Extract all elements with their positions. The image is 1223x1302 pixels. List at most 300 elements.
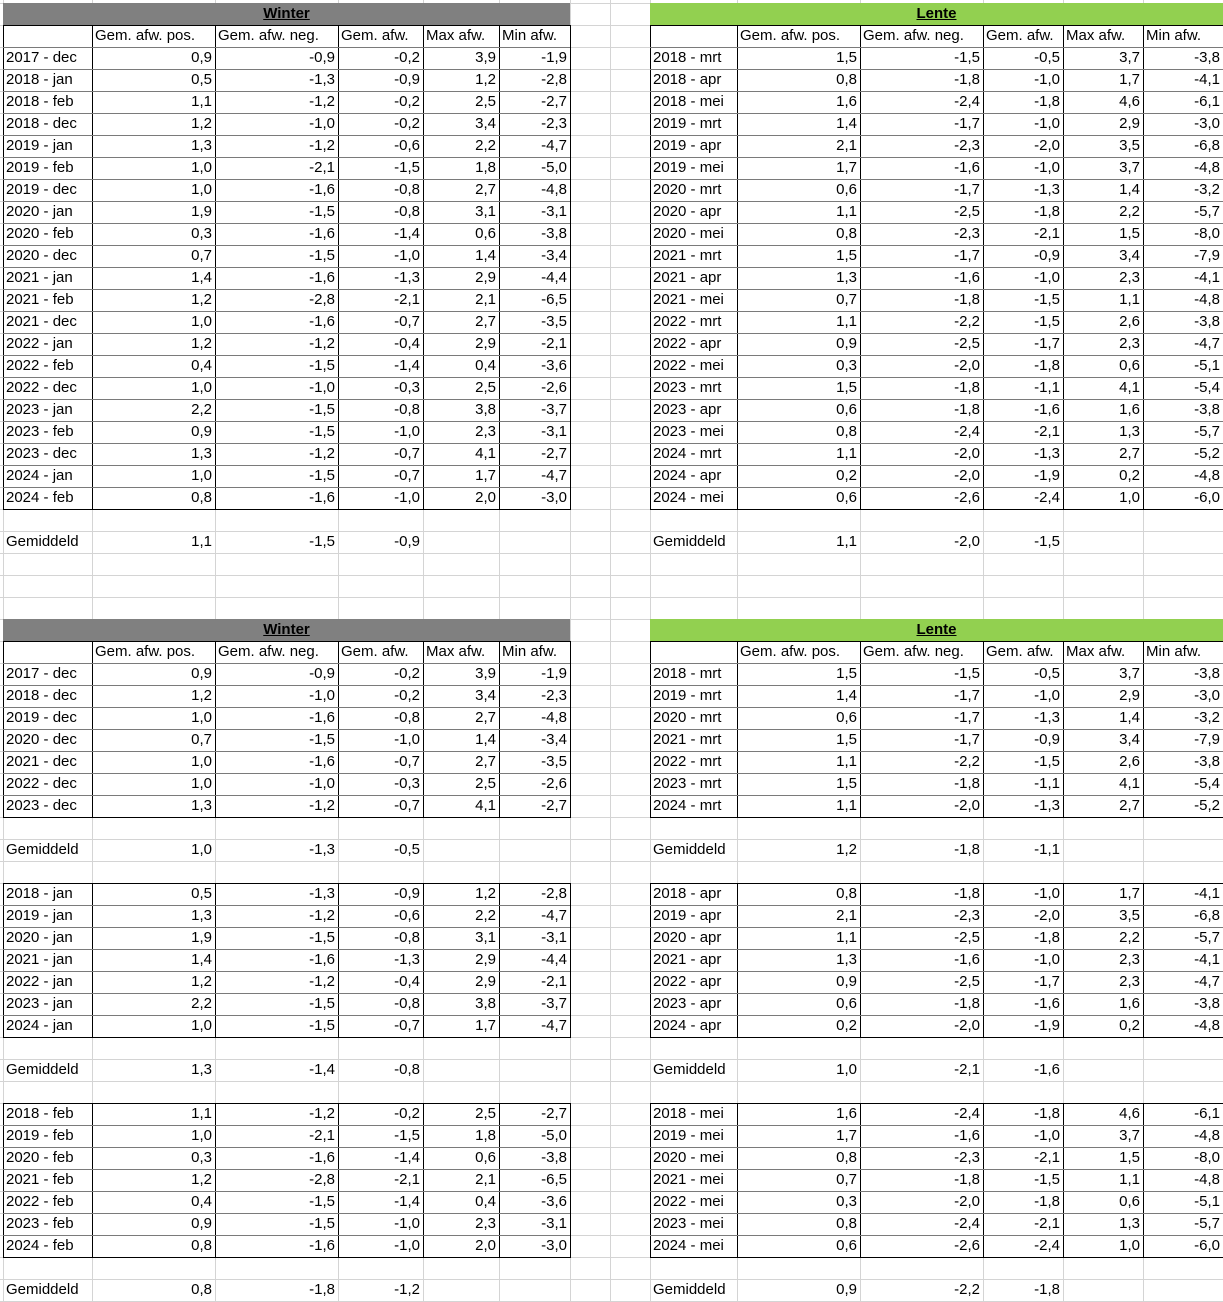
- value-cell[interactable]: -1,0: [1034, 687, 1060, 704]
- value-cell[interactable]: -3,8: [1194, 313, 1220, 330]
- row-label-cell[interactable]: 2022 - feb: [6, 357, 74, 374]
- value-cell[interactable]: 2,2: [475, 137, 496, 154]
- value-cell[interactable]: -1,2: [309, 137, 335, 154]
- row-label-cell[interactable]: 2022 - apr: [653, 335, 722, 352]
- value-cell[interactable]: 3,7: [1119, 49, 1140, 66]
- value-cell[interactable]: -1,8: [954, 775, 980, 792]
- value-cell[interactable]: -8,0: [1194, 1149, 1220, 1166]
- value-cell[interactable]: -0,8: [394, 203, 420, 220]
- value-cell[interactable]: 1,0: [191, 181, 212, 198]
- value-cell[interactable]: -2,1: [394, 1171, 420, 1188]
- column-header-3[interactable]: Gem. afw.: [986, 27, 1054, 44]
- value-cell[interactable]: 2,7: [475, 313, 496, 330]
- value-cell[interactable]: -1,0: [309, 115, 335, 132]
- value-cell[interactable]: 1,2: [836, 841, 857, 858]
- value-cell[interactable]: 1,1: [1119, 1171, 1140, 1188]
- row-label-cell[interactable]: 2019 - feb: [6, 1127, 74, 1144]
- row-label-cell[interactable]: 2019 - mrt: [653, 687, 722, 704]
- value-cell[interactable]: -6,8: [1194, 137, 1220, 154]
- value-cell[interactable]: 0,9: [836, 1281, 857, 1298]
- column-header-4[interactable]: Max afw.: [1066, 643, 1126, 660]
- value-cell[interactable]: 3,1: [475, 929, 496, 946]
- row-label-cell[interactable]: 2018 - mrt: [653, 665, 722, 682]
- value-cell[interactable]: 0,6: [836, 489, 857, 506]
- value-cell[interactable]: -2,4: [954, 1105, 980, 1122]
- row-label-cell[interactable]: 2020 - dec: [6, 731, 77, 748]
- value-cell[interactable]: -1,8: [1034, 1193, 1060, 1210]
- value-cell[interactable]: 1,0: [836, 1061, 857, 1078]
- column-header-5[interactable]: Min afw.: [502, 27, 558, 44]
- row-label-cell[interactable]: 2020 - mrt: [653, 709, 722, 726]
- value-cell[interactable]: -3,7: [541, 995, 567, 1012]
- value-cell[interactable]: -1,0: [1034, 885, 1060, 902]
- row-label-cell[interactable]: 2024 - mei: [653, 489, 724, 506]
- value-cell[interactable]: 1,5: [836, 775, 857, 792]
- value-cell[interactable]: -4,8: [1194, 291, 1220, 308]
- value-cell[interactable]: 1,0: [1119, 1237, 1140, 1254]
- value-cell[interactable]: -1,9: [541, 49, 567, 66]
- row-label-cell[interactable]: 2019 - apr: [653, 137, 722, 154]
- value-cell[interactable]: -1,0: [1034, 951, 1060, 968]
- value-cell[interactable]: -8,0: [1194, 225, 1220, 242]
- value-cell[interactable]: -4,4: [541, 269, 567, 286]
- value-cell[interactable]: 0,6: [1119, 357, 1140, 374]
- value-cell[interactable]: -1,5: [309, 533, 335, 550]
- value-cell[interactable]: -2,0: [1034, 137, 1060, 154]
- value-cell[interactable]: -1,8: [954, 291, 980, 308]
- value-cell[interactable]: 4,1: [475, 445, 496, 462]
- value-cell[interactable]: -4,7: [1194, 973, 1220, 990]
- value-cell[interactable]: -2,1: [1034, 1215, 1060, 1232]
- value-cell[interactable]: -1,0: [1034, 159, 1060, 176]
- value-cell[interactable]: -1,5: [954, 665, 980, 682]
- value-cell[interactable]: -2,6: [541, 379, 567, 396]
- value-cell[interactable]: 2,9: [475, 973, 496, 990]
- value-cell[interactable]: 0,9: [836, 335, 857, 352]
- value-cell[interactable]: 0,3: [191, 225, 212, 242]
- value-cell[interactable]: -1,1: [1034, 379, 1060, 396]
- value-cell[interactable]: -2,0: [954, 357, 980, 374]
- value-cell[interactable]: -5,7: [1194, 423, 1220, 440]
- value-cell[interactable]: 2,9: [475, 951, 496, 968]
- value-cell[interactable]: -1,5: [1034, 313, 1060, 330]
- value-cell[interactable]: 1,1: [836, 313, 857, 330]
- value-cell[interactable]: 1,3: [191, 797, 212, 814]
- value-cell[interactable]: 1,2: [191, 291, 212, 308]
- value-cell[interactable]: 3,9: [475, 665, 496, 682]
- value-cell[interactable]: -0,8: [394, 181, 420, 198]
- value-cell[interactable]: -1,8: [1034, 357, 1060, 374]
- value-cell[interactable]: 1,1: [191, 533, 212, 550]
- value-cell[interactable]: -1,7: [954, 731, 980, 748]
- value-cell[interactable]: 1,5: [836, 247, 857, 264]
- value-cell[interactable]: -7,9: [1194, 731, 1220, 748]
- row-label-cell[interactable]: 2018 - apr: [653, 885, 722, 902]
- value-cell[interactable]: 1,0: [191, 313, 212, 330]
- row-label-cell[interactable]: 2022 - apr: [653, 973, 722, 990]
- value-cell[interactable]: 1,4: [191, 269, 212, 286]
- row-label-cell[interactable]: 2020 - jan: [6, 929, 73, 946]
- value-cell[interactable]: -1,0: [394, 1215, 420, 1232]
- value-cell[interactable]: 0,4: [475, 357, 496, 374]
- value-cell[interactable]: -6,0: [1194, 489, 1220, 506]
- row-label-cell[interactable]: 2020 - mei: [653, 225, 724, 242]
- value-cell[interactable]: -1,0: [309, 687, 335, 704]
- value-cell[interactable]: 1,5: [836, 49, 857, 66]
- value-cell[interactable]: 0,9: [836, 973, 857, 990]
- value-cell[interactable]: -2,1: [541, 973, 567, 990]
- value-cell[interactable]: -1,8: [954, 885, 980, 902]
- row-label-cell[interactable]: 2021 - feb: [6, 291, 74, 308]
- value-cell[interactable]: -5,0: [541, 159, 567, 176]
- row-label-cell[interactable]: 2018 - dec: [6, 115, 77, 132]
- value-cell[interactable]: 1,8: [475, 159, 496, 176]
- value-cell[interactable]: 3,7: [1119, 159, 1140, 176]
- value-cell[interactable]: -3,8: [1194, 49, 1220, 66]
- value-cell[interactable]: -1,6: [309, 489, 335, 506]
- value-cell[interactable]: -3,6: [541, 1193, 567, 1210]
- value-cell[interactable]: 1,3: [836, 951, 857, 968]
- winter-section-header[interactable]: Winter: [3, 619, 570, 641]
- value-cell[interactable]: 2,5: [475, 379, 496, 396]
- value-cell[interactable]: -2,1: [1034, 423, 1060, 440]
- column-header-2[interactable]: Gem. afw. neg.: [863, 27, 964, 44]
- value-cell[interactable]: -2,0: [954, 797, 980, 814]
- value-cell[interactable]: -1,0: [1034, 115, 1060, 132]
- value-cell[interactable]: -1,6: [309, 1149, 335, 1166]
- row-label-cell[interactable]: 2023 - jan: [6, 995, 73, 1012]
- value-cell[interactable]: -1,6: [954, 159, 980, 176]
- row-label-cell[interactable]: 2021 - feb: [6, 1171, 74, 1188]
- row-label-cell[interactable]: 2022 - jan: [6, 335, 73, 352]
- value-cell[interactable]: -3,1: [541, 929, 567, 946]
- value-cell[interactable]: -0,2: [394, 93, 420, 110]
- value-cell[interactable]: -1,3: [1034, 181, 1060, 198]
- value-cell[interactable]: -5,2: [1194, 797, 1220, 814]
- value-cell[interactable]: -0,8: [394, 709, 420, 726]
- row-label-cell[interactable]: 2024 - jan: [6, 467, 73, 484]
- row-label-cell[interactable]: 2018 - mei: [653, 1105, 724, 1122]
- value-cell[interactable]: 0,3: [836, 1193, 857, 1210]
- value-cell[interactable]: -2,1: [954, 1061, 980, 1078]
- value-cell[interactable]: 1,3: [191, 445, 212, 462]
- value-cell[interactable]: 1,0: [191, 1017, 212, 1034]
- column-header-5[interactable]: Min afw.: [1146, 27, 1202, 44]
- value-cell[interactable]: 0,4: [191, 357, 212, 374]
- value-cell[interactable]: 3,7: [1119, 665, 1140, 682]
- column-header-1[interactable]: Gem. afw. pos.: [740, 27, 841, 44]
- value-cell[interactable]: -2,8: [309, 291, 335, 308]
- row-label-cell[interactable]: Gemiddeld: [653, 1061, 726, 1078]
- value-cell[interactable]: 1,4: [475, 731, 496, 748]
- row-label-cell[interactable]: Gemiddeld: [653, 1281, 726, 1298]
- value-cell[interactable]: -4,4: [541, 951, 567, 968]
- value-cell[interactable]: 2,2: [1119, 203, 1140, 220]
- row-label-cell[interactable]: 2022 - dec: [6, 379, 77, 396]
- value-cell[interactable]: 1,0: [1119, 489, 1140, 506]
- column-header-1[interactable]: Gem. afw. pos.: [95, 643, 196, 660]
- value-cell[interactable]: -1,2: [309, 973, 335, 990]
- value-cell[interactable]: 3,4: [475, 687, 496, 704]
- value-cell[interactable]: -1,0: [1034, 269, 1060, 286]
- value-cell[interactable]: 1,1: [191, 93, 212, 110]
- value-cell[interactable]: -2,5: [954, 973, 980, 990]
- value-cell[interactable]: -6,5: [541, 1171, 567, 1188]
- value-cell[interactable]: 1,1: [836, 203, 857, 220]
- value-cell[interactable]: 1,7: [836, 1127, 857, 1144]
- value-cell[interactable]: -4,1: [1194, 951, 1220, 968]
- value-cell[interactable]: 1,5: [1119, 1149, 1140, 1166]
- row-label-cell[interactable]: 2022 - mei: [653, 1193, 724, 1210]
- value-cell[interactable]: -0,5: [1034, 49, 1060, 66]
- value-cell[interactable]: 0,6: [836, 181, 857, 198]
- value-cell[interactable]: -1,7: [954, 115, 980, 132]
- value-cell[interactable]: 1,3: [1119, 1215, 1140, 1232]
- value-cell[interactable]: 0,8: [836, 225, 857, 242]
- value-cell[interactable]: -2,1: [1034, 1149, 1060, 1166]
- row-label-cell[interactable]: 2018 - dec: [6, 687, 77, 704]
- value-cell[interactable]: -1,0: [394, 489, 420, 506]
- row-label-cell[interactable]: 2022 - jan: [6, 973, 73, 990]
- value-cell[interactable]: 3,4: [1119, 247, 1140, 264]
- value-cell[interactable]: -1,2: [309, 335, 335, 352]
- row-label-cell[interactable]: 2019 - mrt: [653, 115, 722, 132]
- value-cell[interactable]: -0,9: [394, 885, 420, 902]
- value-cell[interactable]: -1,8: [954, 379, 980, 396]
- value-cell[interactable]: 0,3: [191, 1149, 212, 1166]
- value-cell[interactable]: -1,8: [954, 995, 980, 1012]
- value-cell[interactable]: 1,2: [191, 687, 212, 704]
- value-cell[interactable]: 0,6: [836, 401, 857, 418]
- value-cell[interactable]: 2,9: [1119, 687, 1140, 704]
- column-header-2[interactable]: Gem. afw. neg.: [218, 643, 319, 660]
- value-cell[interactable]: 0,8: [191, 1237, 212, 1254]
- row-label-cell[interactable]: 2024 - mrt: [653, 445, 722, 462]
- value-cell[interactable]: -3,0: [1194, 115, 1220, 132]
- value-cell[interactable]: -1,8: [1034, 1105, 1060, 1122]
- value-cell[interactable]: -0,6: [394, 907, 420, 924]
- value-cell[interactable]: -2,0: [954, 1193, 980, 1210]
- value-cell[interactable]: -3,2: [1194, 709, 1220, 726]
- value-cell[interactable]: -1,5: [309, 467, 335, 484]
- value-cell[interactable]: 2,3: [475, 1215, 496, 1232]
- row-label-cell[interactable]: 2017 - dec: [6, 49, 77, 66]
- value-cell[interactable]: 1,4: [1119, 181, 1140, 198]
- value-cell[interactable]: 3,5: [1119, 137, 1140, 154]
- value-cell[interactable]: 2,0: [475, 1237, 496, 1254]
- value-cell[interactable]: -2,6: [954, 489, 980, 506]
- row-label-cell[interactable]: 2021 - mrt: [653, 247, 722, 264]
- row-label-cell[interactable]: Gemiddeld: [6, 841, 79, 858]
- value-cell[interactable]: -2,1: [1034, 225, 1060, 242]
- value-cell[interactable]: -4,8: [1194, 1171, 1220, 1188]
- value-cell[interactable]: -0,2: [394, 687, 420, 704]
- value-cell[interactable]: -5,4: [1194, 379, 1220, 396]
- value-cell[interactable]: -3,7: [541, 401, 567, 418]
- value-cell[interactable]: 1,4: [836, 687, 857, 704]
- row-label-cell[interactable]: 2020 - mei: [653, 1149, 724, 1166]
- value-cell[interactable]: 1,1: [191, 1105, 212, 1122]
- row-label-cell[interactable]: 2023 - mrt: [653, 775, 722, 792]
- value-cell[interactable]: -1,2: [394, 1281, 420, 1298]
- row-label-cell[interactable]: 2018 - apr: [653, 71, 722, 88]
- value-cell[interactable]: -1,7: [954, 709, 980, 726]
- value-cell[interactable]: -2,0: [954, 533, 980, 550]
- value-cell[interactable]: -2,6: [954, 1237, 980, 1254]
- value-cell[interactable]: 0,6: [475, 1149, 496, 1166]
- value-cell[interactable]: -6,1: [1194, 1105, 1220, 1122]
- value-cell[interactable]: -2,3: [954, 1149, 980, 1166]
- row-label-cell[interactable]: 2018 - mrt: [653, 49, 722, 66]
- value-cell[interactable]: 0,7: [836, 291, 857, 308]
- value-cell[interactable]: 2,9: [475, 335, 496, 352]
- column-header-3[interactable]: Gem. afw.: [341, 27, 409, 44]
- value-cell[interactable]: -3,5: [541, 753, 567, 770]
- value-cell[interactable]: 2,3: [1119, 951, 1140, 968]
- value-cell[interactable]: 2,0: [475, 489, 496, 506]
- value-cell[interactable]: -2,3: [954, 137, 980, 154]
- value-cell[interactable]: -1,9: [1034, 1017, 1060, 1034]
- value-cell[interactable]: -1,5: [394, 1127, 420, 1144]
- value-cell[interactable]: -1,2: [309, 797, 335, 814]
- value-cell[interactable]: -1,3: [394, 951, 420, 968]
- value-cell[interactable]: 4,6: [1119, 93, 1140, 110]
- row-label-cell[interactable]: 2022 - mrt: [653, 753, 722, 770]
- row-label-cell[interactable]: 2019 - mei: [653, 159, 724, 176]
- value-cell[interactable]: 1,7: [1119, 885, 1140, 902]
- value-cell[interactable]: -1,1: [1034, 841, 1060, 858]
- value-cell[interactable]: -5,7: [1194, 1215, 1220, 1232]
- value-cell[interactable]: 0,7: [191, 247, 212, 264]
- value-cell[interactable]: -1,6: [954, 951, 980, 968]
- value-cell[interactable]: -0,9: [394, 533, 420, 550]
- value-cell[interactable]: 2,9: [1119, 115, 1140, 132]
- value-cell[interactable]: 0,9: [191, 49, 212, 66]
- value-cell[interactable]: -2,4: [1034, 1237, 1060, 1254]
- row-label-cell[interactable]: 2021 - mei: [653, 291, 724, 308]
- row-label-cell[interactable]: 2023 - mei: [653, 1215, 724, 1232]
- row-label-cell[interactable]: 2020 - apr: [653, 203, 722, 220]
- value-cell[interactable]: 0,5: [191, 885, 212, 902]
- row-label-cell[interactable]: Gemiddeld: [653, 841, 726, 858]
- value-cell[interactable]: 1,4: [475, 247, 496, 264]
- row-label-cell[interactable]: 2018 - jan: [6, 71, 73, 88]
- value-cell[interactable]: 2,7: [475, 709, 496, 726]
- row-label-cell[interactable]: 2021 - mrt: [653, 731, 722, 748]
- value-cell[interactable]: -0,7: [394, 445, 420, 462]
- row-label-cell[interactable]: 2023 - dec: [6, 797, 77, 814]
- value-cell[interactable]: -1,5: [309, 1193, 335, 1210]
- value-cell[interactable]: -2,5: [954, 929, 980, 946]
- value-cell[interactable]: -2,7: [541, 1105, 567, 1122]
- value-cell[interactable]: -2,3: [541, 687, 567, 704]
- value-cell[interactable]: 1,0: [191, 709, 212, 726]
- value-cell[interactable]: 1,2: [191, 1171, 212, 1188]
- value-cell[interactable]: 1,3: [1119, 423, 1140, 440]
- value-cell[interactable]: -1,5: [1034, 533, 1060, 550]
- row-label-cell[interactable]: 2019 - jan: [6, 907, 73, 924]
- row-label-cell[interactable]: 2023 - feb: [6, 1215, 74, 1232]
- value-cell[interactable]: 2,2: [475, 907, 496, 924]
- value-cell[interactable]: 2,1: [475, 291, 496, 308]
- value-cell[interactable]: -4,7: [541, 907, 567, 924]
- value-cell[interactable]: -1,6: [309, 951, 335, 968]
- value-cell[interactable]: -0,5: [1034, 665, 1060, 682]
- value-cell[interactable]: -4,8: [1194, 467, 1220, 484]
- value-cell[interactable]: -3,4: [541, 731, 567, 748]
- value-cell[interactable]: -0,2: [394, 115, 420, 132]
- value-cell[interactable]: -4,1: [1194, 71, 1220, 88]
- value-cell[interactable]: 1,2: [191, 335, 212, 352]
- value-cell[interactable]: -4,8: [541, 181, 567, 198]
- row-label-cell[interactable]: 2023 - mrt: [653, 379, 722, 396]
- row-label-cell[interactable]: 2023 - apr: [653, 401, 722, 418]
- value-cell[interactable]: 2,1: [475, 1171, 496, 1188]
- row-label-cell[interactable]: 2024 - jan: [6, 1017, 73, 1034]
- row-label-cell[interactable]: 2020 - mrt: [653, 181, 722, 198]
- value-cell[interactable]: -1,4: [394, 225, 420, 242]
- value-cell[interactable]: 2,2: [1119, 929, 1140, 946]
- value-cell[interactable]: -1,8: [1034, 929, 1060, 946]
- value-cell[interactable]: -1,5: [394, 159, 420, 176]
- value-cell[interactable]: 1,1: [836, 533, 857, 550]
- row-label-cell[interactable]: 2024 - mei: [653, 1237, 724, 1254]
- column-header-1[interactable]: Gem. afw. pos.: [740, 643, 841, 660]
- value-cell[interactable]: -1,6: [1034, 995, 1060, 1012]
- value-cell[interactable]: 0,6: [836, 709, 857, 726]
- value-cell[interactable]: -1,9: [541, 665, 567, 682]
- value-cell[interactable]: -1,5: [1034, 291, 1060, 308]
- value-cell[interactable]: 0,8: [836, 1215, 857, 1232]
- row-label-cell[interactable]: 2019 - jan: [6, 137, 73, 154]
- value-cell[interactable]: 1,2: [191, 115, 212, 132]
- value-cell[interactable]: 0,8: [836, 1149, 857, 1166]
- value-cell[interactable]: -0,9: [1034, 247, 1060, 264]
- value-cell[interactable]: 2,7: [475, 753, 496, 770]
- value-cell[interactable]: -0,3: [394, 775, 420, 792]
- value-cell[interactable]: -1,8: [954, 841, 980, 858]
- value-cell[interactable]: -2,4: [954, 1215, 980, 1232]
- value-cell[interactable]: 3,4: [1119, 731, 1140, 748]
- value-cell[interactable]: 4,1: [1119, 379, 1140, 396]
- row-label-cell[interactable]: 2022 - dec: [6, 775, 77, 792]
- value-cell[interactable]: 1,1: [836, 929, 857, 946]
- value-cell[interactable]: -0,8: [394, 1061, 420, 1078]
- value-cell[interactable]: -7,9: [1194, 247, 1220, 264]
- value-cell[interactable]: 1,0: [191, 775, 212, 792]
- value-cell[interactable]: -1,0: [1034, 71, 1060, 88]
- value-cell[interactable]: 0,8: [191, 489, 212, 506]
- value-cell[interactable]: 1,8: [475, 1127, 496, 1144]
- row-label-cell[interactable]: 2018 - feb: [6, 1105, 74, 1122]
- value-cell[interactable]: -1,5: [309, 203, 335, 220]
- value-cell[interactable]: -1,7: [954, 181, 980, 198]
- value-cell[interactable]: -1,1: [1034, 775, 1060, 792]
- value-cell[interactable]: -3,8: [1194, 665, 1220, 682]
- value-cell[interactable]: -1,3: [394, 269, 420, 286]
- value-cell[interactable]: -3,8: [1194, 995, 1220, 1012]
- value-cell[interactable]: 1,6: [836, 1105, 857, 1122]
- value-cell[interactable]: -1,8: [954, 401, 980, 418]
- value-cell[interactable]: 3,4: [475, 115, 496, 132]
- row-label-cell[interactable]: 2023 - jan: [6, 401, 73, 418]
- row-label-cell[interactable]: Gemiddeld: [6, 1281, 79, 1298]
- value-cell[interactable]: -3,0: [541, 489, 567, 506]
- row-label-cell[interactable]: 2024 - feb: [6, 1237, 74, 1254]
- value-cell[interactable]: -4,8: [1194, 159, 1220, 176]
- value-cell[interactable]: 1,2: [191, 973, 212, 990]
- value-cell[interactable]: -1,3: [309, 841, 335, 858]
